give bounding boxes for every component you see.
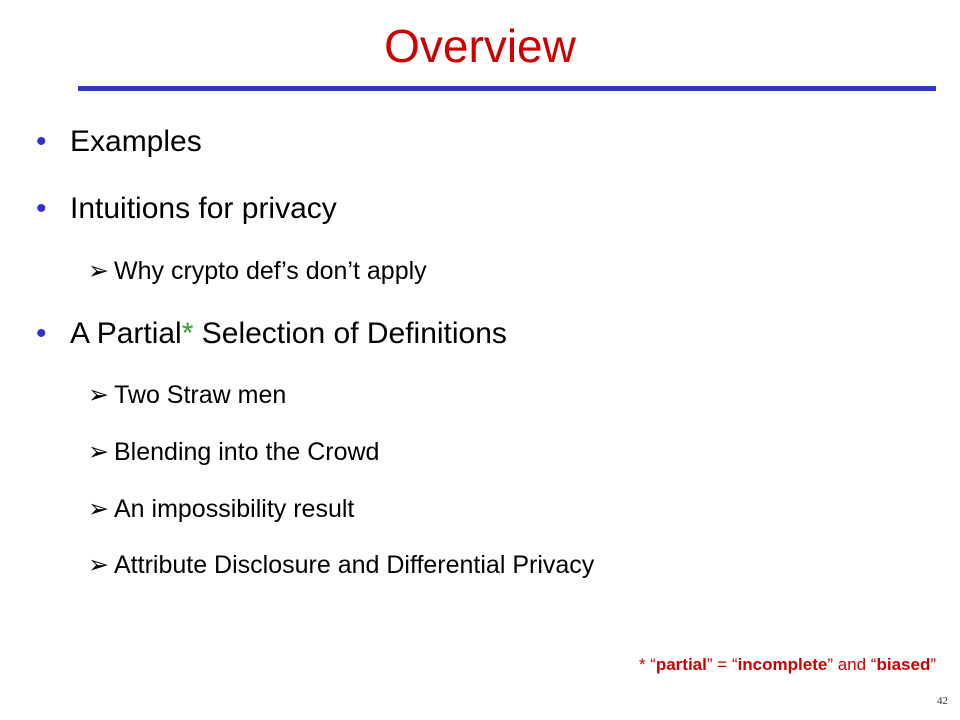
footnote <box>639 654 936 676</box>
footnote-prefix: * “ <box>638 655 656 674</box>
footnote-term-incomplete: incomplete <box>737 655 828 674</box>
footnote-term-partial: partial <box>655 655 707 674</box>
bullet-icon: • <box>36 125 47 158</box>
sub-bullet-label: Why crypto def’s don’t apply <box>114 257 427 285</box>
bullet-label-end: Selection of Definitions <box>193 317 507 350</box>
sub-bullet-label: An impossibility result <box>114 495 355 523</box>
footnote-term-biased: biased <box>876 655 931 674</box>
arrow-bullet-icon: ➢ <box>88 381 109 409</box>
page-number: 42 <box>937 695 948 707</box>
bullet-label-start: A Partial <box>70 317 182 350</box>
sub-bullet-label: Attribute Disclosure and Differential Privacy <box>114 551 595 579</box>
footnote-and: ” and “ <box>827 655 877 674</box>
arrow-bullet-icon: ➢ <box>88 438 109 466</box>
arrow-bullet-icon: ➢ <box>88 551 109 579</box>
bullet-icon: • <box>36 317 47 350</box>
bullet-icon: • <box>36 192 47 225</box>
bullet-label <box>70 316 507 352</box>
footnote-suffix: ” <box>930 655 936 674</box>
arrow-bullet-icon: ➢ <box>88 495 109 523</box>
bullet-label: Examples <box>70 125 202 158</box>
sub-bullet-label: Two Straw men <box>114 381 287 409</box>
asterisk-mark: * <box>181 317 194 350</box>
footnote-equals: ” = “ <box>706 655 738 674</box>
slide-title: Overview <box>384 20 576 72</box>
arrow-bullet-icon: ➢ <box>88 257 109 285</box>
bullet-label: Intuitions for privacy <box>70 192 337 225</box>
sub-bullet-label: Blending into the Crowd <box>114 438 380 466</box>
